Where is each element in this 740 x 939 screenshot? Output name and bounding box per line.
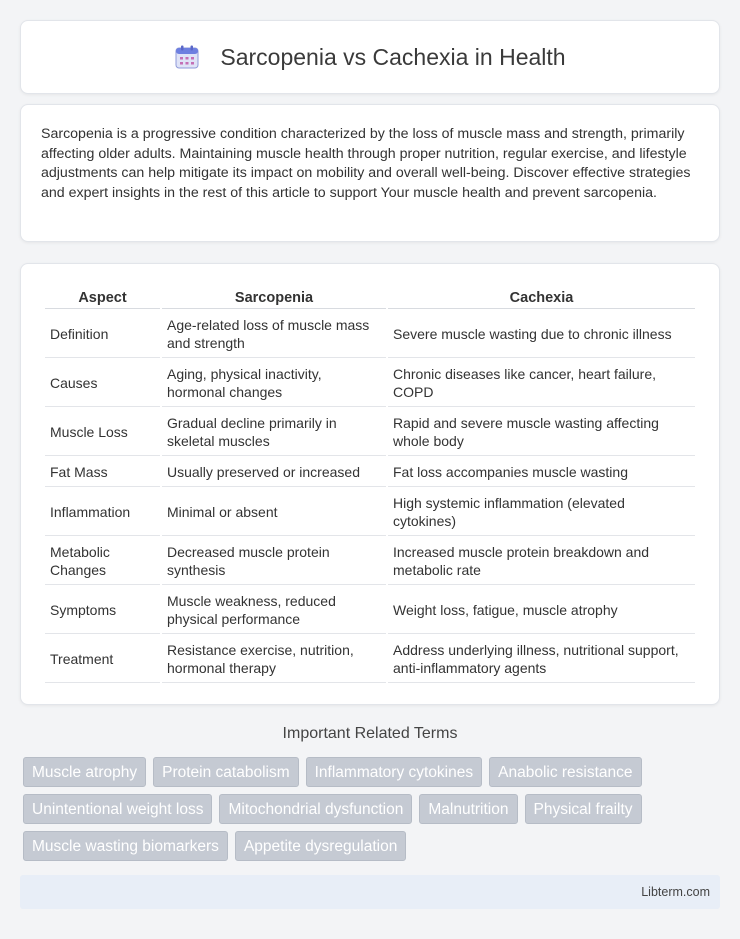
table-row	[45, 636, 695, 683]
table-cell: Fat loss accompanies muscle wasting	[388, 458, 695, 487]
header-card	[20, 20, 720, 94]
table-cell: Inflammation	[45, 489, 160, 536]
related-term-tag[interactable]: Malnutrition	[419, 794, 517, 824]
footer-site-link[interactable]: Libterm.com	[641, 885, 710, 899]
table-cell: Decreased muscle protein synthesis	[162, 538, 386, 585]
header-cachexia: Cachexia	[388, 286, 695, 309]
table-cell: Causes	[45, 360, 160, 407]
page-title: Sarcopenia vs Cachexia in Health	[220, 43, 566, 70]
footer	[20, 875, 720, 909]
related-term-tag[interactable]: Appetite dysregulation	[235, 831, 406, 861]
table-row	[45, 360, 695, 407]
related-term-tag[interactable]: Anabolic resistance	[489, 757, 641, 787]
table-cell: Rapid and severe muscle wasting affecting whole body	[388, 409, 695, 456]
table-cell: Aging, physical inactivity, hormonal changes	[162, 360, 386, 407]
table-cell: Chronic diseases like cancer, heart failure, COPD	[388, 360, 695, 407]
related-term-tag[interactable]: Physical frailty	[525, 794, 642, 824]
table-cell: Usually preserved or increased	[162, 458, 386, 487]
table-row	[45, 311, 695, 358]
table-cell: Resistance exercise, nutrition, hormonal therapy	[162, 636, 386, 683]
table-cell: Metabolic Changes	[45, 538, 160, 585]
table-cell: Age-related loss of muscle mass and strength	[162, 311, 386, 358]
table-cell: Symptoms	[45, 587, 160, 634]
related-term-tag[interactable]: Muscle atrophy	[23, 757, 146, 787]
related-terms-title: Important Related Terms	[282, 725, 458, 742]
table-cell: Muscle Loss	[45, 409, 160, 456]
table-cell: Address underlying illness, nutritional support, anti-inflammatory agents	[388, 636, 695, 683]
table-row	[45, 587, 695, 634]
table-cell: Minimal or absent	[162, 489, 386, 536]
table-cell: Treatment	[45, 636, 160, 683]
header-sarcopenia: Sarcopenia	[162, 286, 386, 309]
related-term-tag[interactable]: Unintentional weight loss	[23, 794, 212, 824]
table-cell: Increased muscle protein breakdown and metabolic rate	[388, 538, 695, 585]
comparison-table	[43, 284, 697, 685]
table-row	[45, 458, 695, 487]
intro-card	[20, 104, 720, 242]
related-term-tag[interactable]: Muscle wasting biomarkers	[23, 831, 228, 861]
table-cell: Fat Mass	[45, 458, 160, 487]
table-cell: Muscle weakness, reduced physical performance	[162, 587, 386, 634]
table-cell: Weight loss, fatigue, muscle atrophy	[388, 587, 695, 634]
comparison-card	[20, 263, 720, 705]
table-cell: Definition	[45, 311, 160, 358]
related-term-tag[interactable]: Protein catabolism	[153, 757, 299, 787]
header-aspect: Aspect	[45, 286, 160, 309]
table-cell: High systemic inflammation (elevated cytokines)	[388, 489, 695, 536]
intro-paragraph: Sarcopenia is a progressive condition characterized by the loss of muscle mass and strength, primarily affecting older adults. Maintaining muscle health through proper nutrition, regular exercise, and lifestyle adjustments can help mitigate its impact on mobility and overall well-being. Discover effective strategies and expert insights in the rest of this article to support Your muscle health and prevent sarcopenia.	[41, 126, 691, 201]
related-terms-list	[23, 757, 723, 861]
table-header-row	[45, 286, 695, 309]
header	[174, 44, 565, 71]
related-term-tag[interactable]: Inflammatory cytokines	[306, 757, 483, 787]
related-term-tag[interactable]: Mitochondrial dysfunction	[219, 794, 412, 824]
table-row	[45, 409, 695, 456]
table-row	[45, 538, 695, 585]
table-cell: Severe muscle wasting due to chronic illness	[388, 311, 695, 358]
table-cell: Gradual decline primarily in skeletal muscles	[162, 409, 386, 456]
table-row	[45, 489, 695, 536]
calendar-icon	[174, 44, 200, 70]
